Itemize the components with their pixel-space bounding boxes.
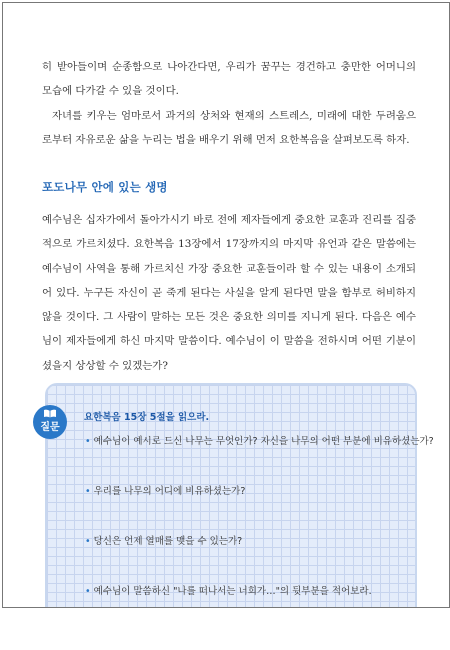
book-icon <box>33 409 67 421</box>
question-text: 예수님이 예시로 드신 나무는 무엇인가? 자신을 나무의 어떤 부분에 비유하셨는가? <box>93 436 434 447</box>
question-item <box>85 433 434 447</box>
question-badge <box>33 405 67 439</box>
question-item <box>85 483 245 497</box>
question-text: 우리를 나무의 어디에 비유하셨는가? <box>93 486 246 497</box>
question-item <box>85 533 242 547</box>
bullet: • <box>85 436 91 447</box>
section-heading: 포도나무 안에 있는 생명 <box>42 180 168 194</box>
bullet: • <box>85 486 91 497</box>
question-text: 당신은 언제 열매를 맺을 수 있는가? <box>93 536 243 547</box>
intro-paragraph-1: 히 받아들이며 순종함으로 나아간다면, 우리가 꿈꾸는 경건하고 충만한 어머니의 모습에 다가갈 수 있을 것이다. <box>42 61 416 98</box>
section-paragraph: 예수님은 십자가에서 돌아가시기 바로 전에 제자들에게 중요한 교훈과 진리를 집중적으로 가르치셨다. 요한복음 13장에서 17장까지의 마지막 유언과 같은 말씀에는 예수님이 사역을 통해 가르치신 가장 중요한 교훈들이라 할 수 있는 내용이 소개되어 있다. 누구든 자신이 곧 죽게 된다는 사실을 알게 된다면 말을 함부로 허비하지 않을 것이다. 그 사람이 말하는 모든 것은 중요한 의미를 지니게 된다. 다음은 예수님이 제자들에게 하신 마지막 말씀이다. 예수님이 이 말씀을 전하시며 어떤 기분이셨을지 상상할 수 있겠는가? <box>42 214 416 372</box>
question-badge-label: 질문 <box>40 422 60 433</box>
question-title: 요한복음 15장 5절을 읽으라. <box>84 412 210 423</box>
question-item <box>85 583 372 597</box>
intro-paragraph-2: 자녀를 키우는 엄마로서 과거의 상처와 현재의 스트레스, 미래에 대한 두려움으로부터 자유로운 삶을 누리는 법을 배우기 위해 먼저 요한복음을 살펴보도록 하자. <box>42 110 416 147</box>
bullet: • <box>85 586 91 597</box>
question-text: 예수님이 말씀하신 "나를 떠나서는 너희가…"의 뒷부분을 적어보라. <box>93 586 372 597</box>
question-box <box>40 383 434 608</box>
book-page <box>2 2 450 608</box>
bullet: • <box>85 536 91 547</box>
